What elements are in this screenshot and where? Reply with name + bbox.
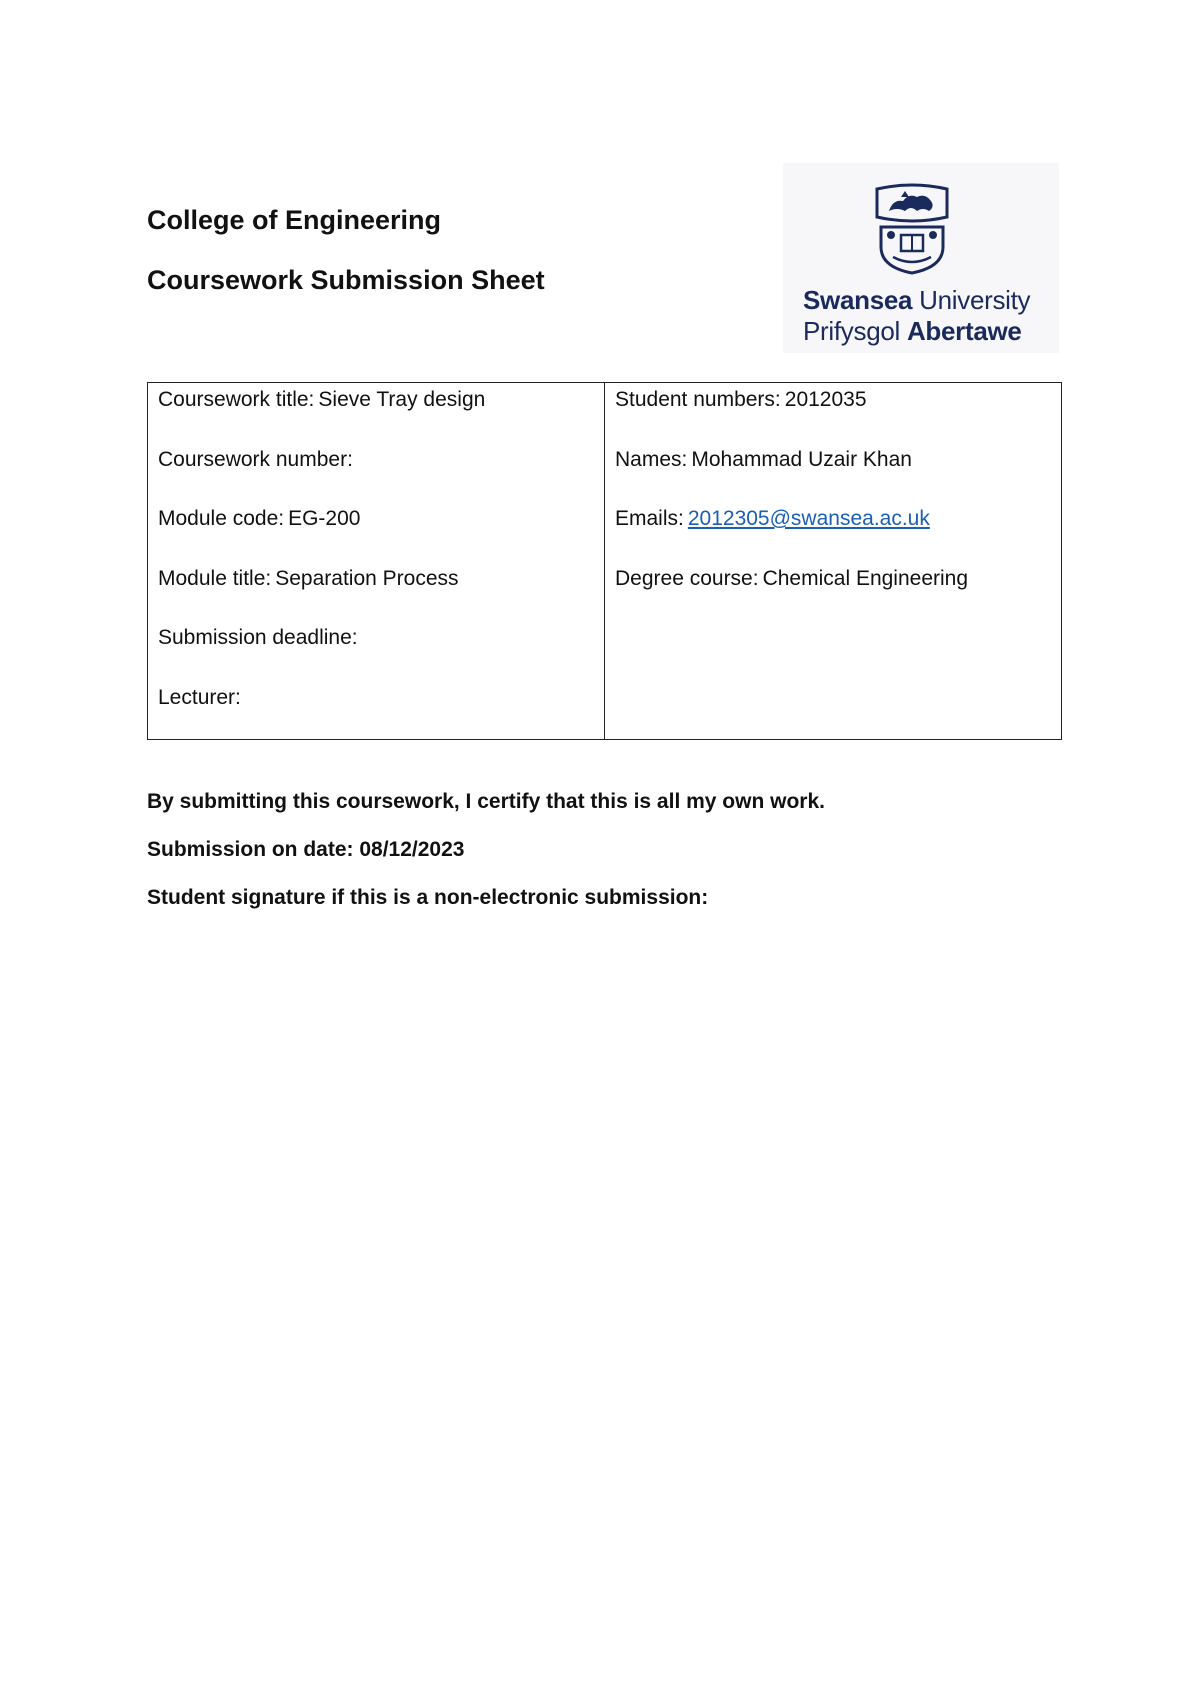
- module-code-field: [158, 506, 594, 532]
- submission-deadline-field: [158, 625, 594, 651]
- header-titles: [147, 204, 545, 296]
- field-value: EG-200: [288, 507, 361, 530]
- field-value: Chemical Engineering: [762, 566, 969, 590]
- college-heading: College of Engineering: [147, 205, 442, 235]
- field-label: Module code:: [158, 507, 285, 530]
- logo-line-english: [803, 285, 1030, 315]
- field-label: Degree course:: [615, 566, 759, 590]
- field-label: Coursework number:: [158, 447, 353, 471]
- declaration-section: [147, 789, 825, 933]
- dragon-crest-icon: [871, 183, 953, 275]
- field-label: Lecturer:: [158, 685, 241, 709]
- student-info-column: [605, 383, 1061, 739]
- logo-word-abertawe: Abertawe: [906, 316, 1022, 346]
- logo-line-welsh: [803, 316, 1022, 346]
- field-label: Names:: [615, 447, 688, 471]
- module-title-field: [158, 566, 594, 592]
- email-link[interactable]: 2012305@swansea.ac.uk: [687, 507, 930, 530]
- field-value: 2012035: [784, 388, 867, 411]
- field-value: Sieve Tray design: [318, 388, 486, 411]
- field-label: Student numbers:: [615, 388, 781, 411]
- field-value: Mohammad Uzair Khan: [691, 447, 912, 471]
- field-label: Coursework title:: [158, 388, 315, 411]
- field-value: Separation Process: [275, 566, 459, 590]
- lecturer-field: [158, 685, 594, 711]
- names-field: [615, 447, 1051, 473]
- coursework-title-field: [158, 387, 594, 413]
- certification-statement: By submitting this coursework, I certify that this is all my own work.: [147, 790, 825, 813]
- coursework-number-field: [158, 447, 594, 473]
- field-label: Module title:: [158, 566, 272, 590]
- submission-date: Submission on date: 08/12/2023: [147, 838, 465, 861]
- field-label: Emails:: [615, 507, 684, 530]
- logo-word-swansea: Swansea: [803, 285, 913, 315]
- coursework-info-column: [148, 383, 605, 739]
- university-logo: [783, 163, 1059, 353]
- field-label: Submission deadline:: [158, 626, 358, 649]
- signature-prompt: Student signature if this is a non-electronic submission:: [147, 886, 709, 909]
- coursework-details-table: [147, 382, 1062, 740]
- student-numbers-field: [615, 387, 1051, 413]
- sheet-title: Coursework Submission Sheet: [147, 265, 545, 295]
- degree-course-field: [615, 566, 1051, 592]
- logo-word-prifysgol: Prifysgol: [803, 316, 900, 346]
- logo-word-university: University: [919, 285, 1031, 315]
- emails-field: [615, 506, 1051, 532]
